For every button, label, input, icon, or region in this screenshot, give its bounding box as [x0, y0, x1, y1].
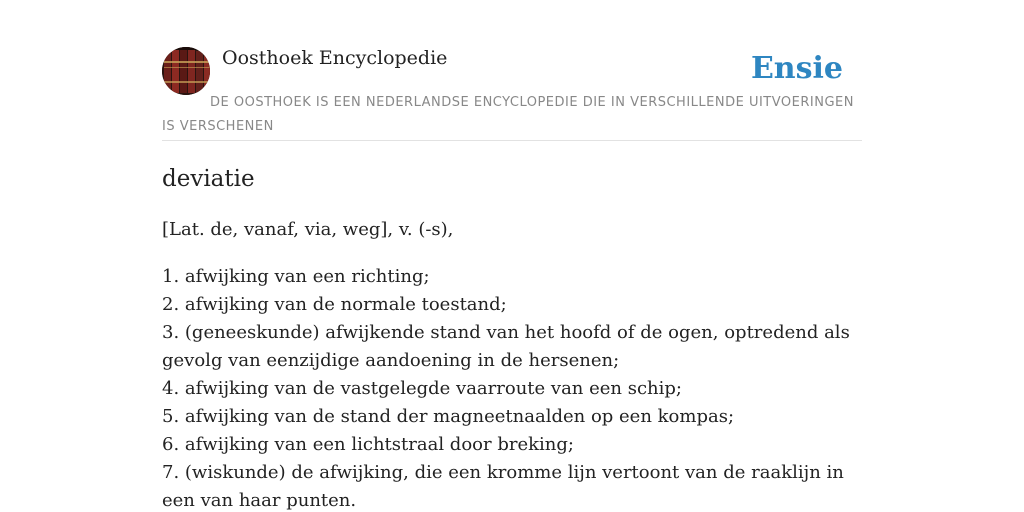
entry-etymology: [Lat. de, vanaf, via, weg], v. (-s), — [162, 219, 454, 240]
definition-item: 2. afwijking van de normale toestand; — [162, 294, 507, 315]
definition-item: 6. afwijking van een lichtstraal door breking; — [162, 434, 574, 455]
source-header — [162, 46, 862, 141]
definition-item: 1. afwijking van een richting; — [162, 266, 430, 287]
definition-item: 7. (wiskunde) de afwijking, die een kromme lijn vertoont van de raaklijn in een van haar punten. — [162, 462, 844, 511]
content-container — [162, 46, 862, 511]
ensie-logo[interactable]: Ensie — [750, 51, 843, 86]
source-name-link[interactable]: Oosthoek Encyclopedie — [222, 47, 448, 69]
entry-title: deviatie — [162, 166, 255, 192]
definition-item: 3. (geneeskunde) afwijkende stand van het hoofd of de ogen, optredend als gevolg van eenzijdige aandoening in de hersenen; — [162, 322, 850, 371]
entry-definitions — [162, 263, 862, 512]
book-spines-icon[interactable] — [162, 47, 210, 95]
definition-item: 5. afwijking van de stand der magneetnaalden op een kompas; — [162, 406, 735, 427]
definition-item: 4. afwijking van de vastgelegde vaarroute van een schip; — [162, 378, 682, 399]
source-description: DE OOSTHOEK IS EEN NEDERLANDSE ENCYCLOPEDIE DIE IN VERSCHILLENDE UITVOERINGEN IS VERSCHENEN — [162, 95, 854, 134]
